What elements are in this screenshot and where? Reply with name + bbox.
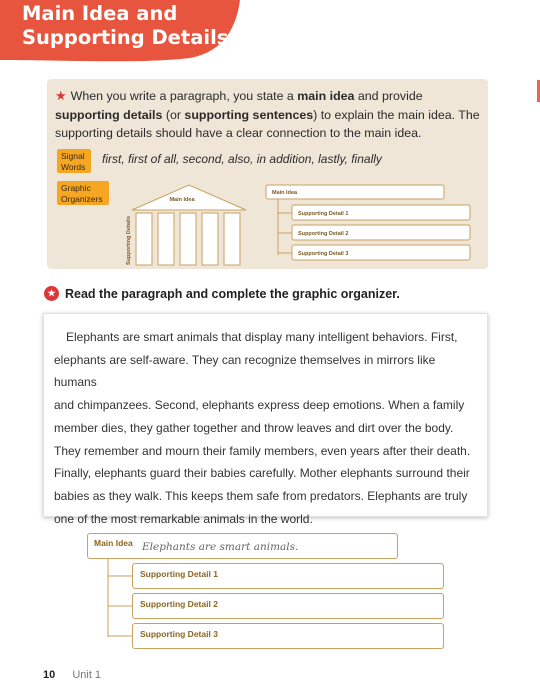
info-text-4: ) to explain the main idea. The supporting details should have a clear connection to the main idea. <box>55 107 480 140</box>
mini-detail-2-label: Supporting Detail 2 <box>298 231 349 237</box>
temple-roof-label: Main Idea <box>169 197 195 203</box>
title-banner <box>0 0 240 62</box>
star-icon: ★ <box>44 286 59 301</box>
organizer-main-idea-answer: Elephants are smart animals. <box>142 541 299 553</box>
page-title-line2: Supporting Details <box>22 26 229 49</box>
info-bold-supporting-details: supporting details <box>55 107 163 122</box>
instruction <box>44 287 400 302</box>
organizer-main-idea-box[interactable] <box>87 533 398 559</box>
signal-words-list: first, first of all, second, also, in addition, lastly, finally <box>102 152 382 166</box>
reading-passage: Elephants are smart animals that display many intelligent behaviors. First, elephants are self-aware. They can recognize themselves in mirrors like humans and chimpanzees. Second, elephants express deep emotions. When a family member dies, they gather together and throw leaves and dirt over the body. They remember and mourn their family members, even years after their death. Finally, elephants guard their babies carefully. Mother elephants surround their babies as they walk. This keeps them safe from predators. Elephants are truly one of the most remarkable animals in the world. <box>54 330 471 526</box>
page-footer <box>43 669 101 681</box>
info-bold-main-idea: main idea <box>297 89 355 103</box>
organizer-detail-2-box[interactable] <box>132 593 444 619</box>
organizer-detail-2-label: Supporting Detail 2 <box>140 599 218 609</box>
star-icon: ★ <box>55 88 67 103</box>
temple-column-label: Supporting Details <box>126 216 132 265</box>
unit-label: Unit 1 <box>72 669 102 681</box>
signal-words-tag: Signal Words <box>57 149 91 173</box>
instruction-text: Read the paragraph and complete the graphic organizer. <box>65 287 400 301</box>
organizer-detail-3-label: Supporting Detail 3 <box>140 629 218 639</box>
mini-organizer-diagram <box>263 183 475 265</box>
info-text-2: and provide <box>354 89 423 103</box>
reading-passage-box <box>43 313 488 526</box>
info-bold-supporting-sentences: supporting sentences <box>184 107 314 122</box>
info-paragraph <box>55 87 480 143</box>
page-title <box>22 2 228 50</box>
graphic-organizers-tag: Graphic Organizers <box>57 181 109 205</box>
mini-detail-1-label: Supporting Detail 1 <box>298 211 349 217</box>
organizer-main-idea-label: Main Idea <box>94 538 133 548</box>
organizer-detail-1-label: Supporting Detail 1 <box>140 569 218 579</box>
mini-main-label: Main Idea <box>272 190 298 196</box>
info-box <box>47 79 488 269</box>
organizer-detail-3-box[interactable] <box>132 623 444 649</box>
mini-detail-3-label: Supporting Detail 3 <box>298 251 349 257</box>
organizer-detail-1-box[interactable] <box>132 563 444 589</box>
page-title-line1: Main Idea and <box>22 2 178 25</box>
page-number: 10 <box>43 669 56 681</box>
info-text-1: When you write a paragraph, you state a <box>70 89 298 103</box>
temple-diagram <box>122 183 257 267</box>
info-text-3: (or <box>162 107 185 122</box>
